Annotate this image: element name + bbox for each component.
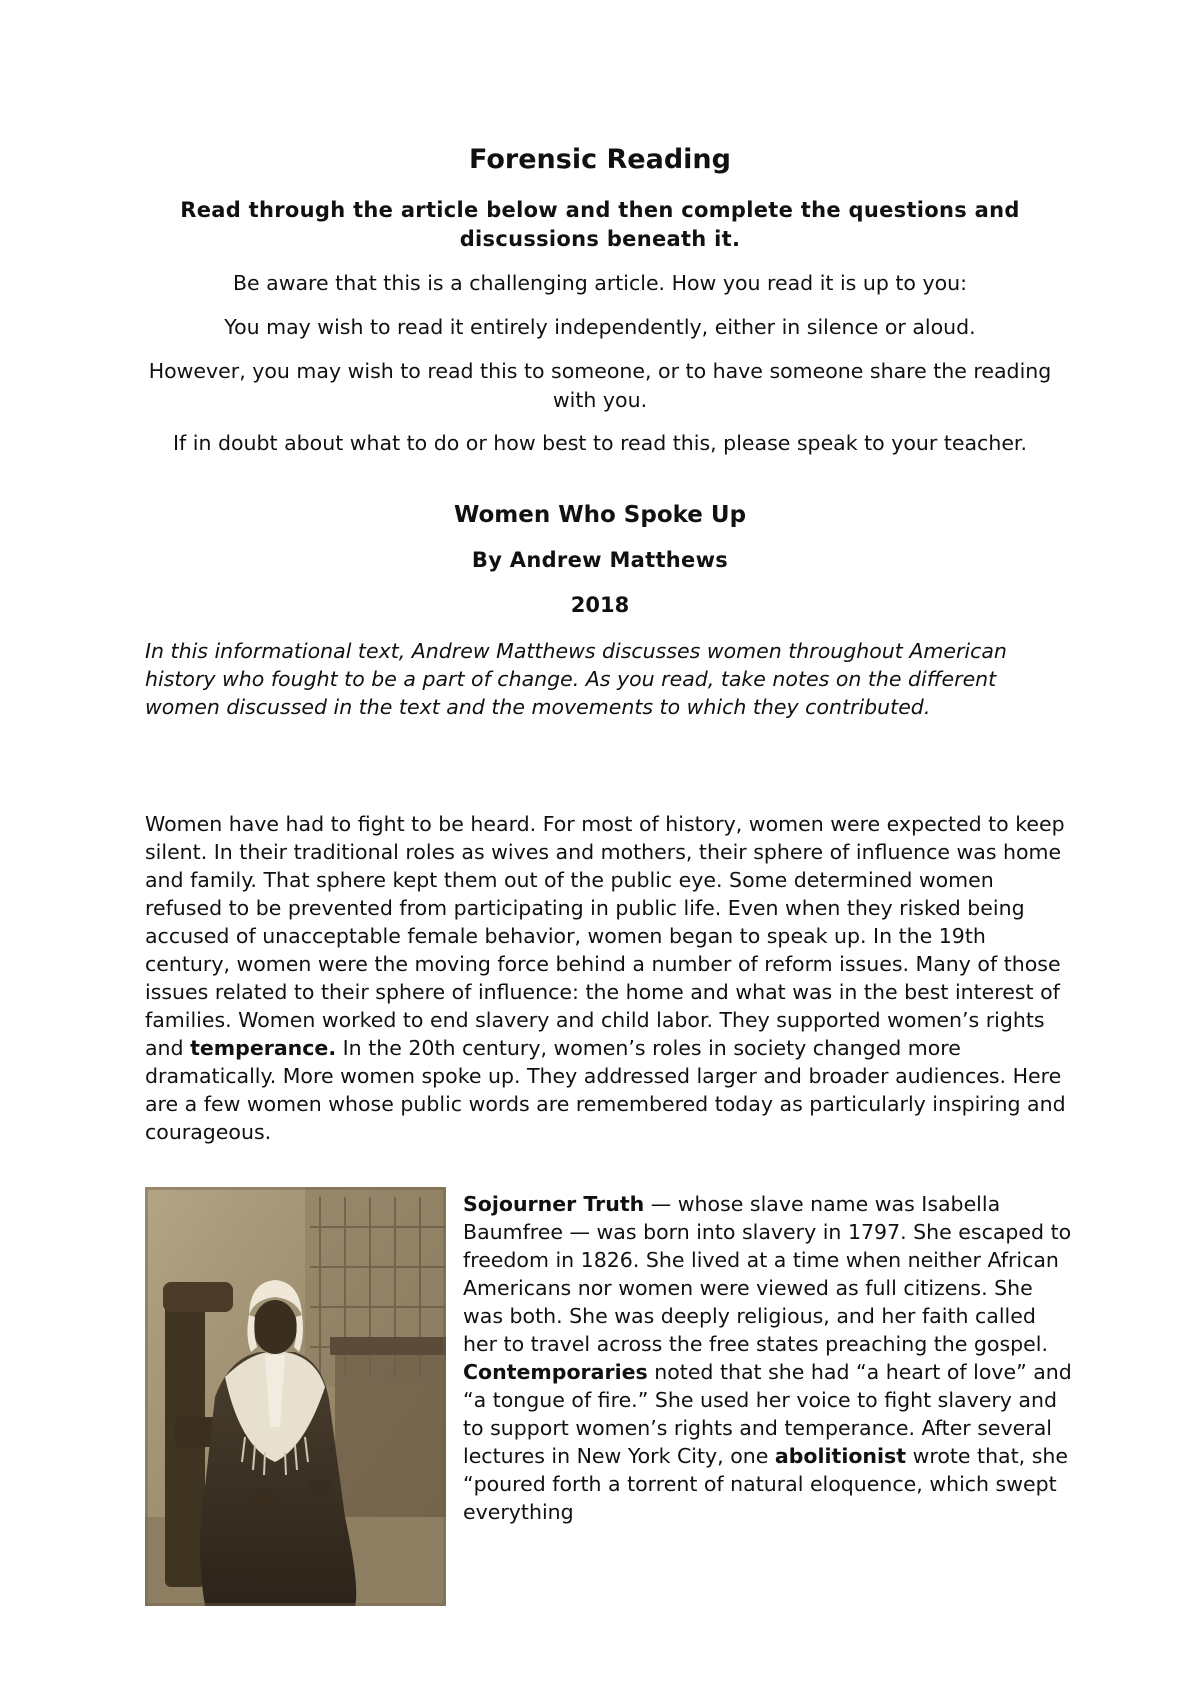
paragraph-text: — whose slave name was Isabella Baumfree — was born into slavery in 1797. She escaped to freedom in 1826. She lived at a time when neither African Americans nor women were viewed as full citizens. She was both. She was deeply religious, and her faith called her to travel across the free states preaching the gospel. (463, 1192, 1072, 1356)
paragraph-text: In the 20th century, women’s roles in society changed more dramatically. More women spoke up. They addressed larger and broader audiences. Here are a few women whose public words are remembered today as particularly inspiring and courageous. (145, 1036, 1066, 1144)
paragraph-text: noted that she had “a heart of love” and “a tongue of fire.” She used her voice to fight slavery and to support women’s rights and temperance. After several lectures in New York City, one (463, 1360, 1072, 1468)
article-intro: In this informational text, Andrew Matthews discusses women throughout American history who fought to be a part of change. As you read, take notes on the different women discussed in the text and the movements to which they contributed. (145, 639, 1007, 719)
article-paragraph (145, 810, 1075, 1146)
article-title: Women Who Spoke Up (453, 502, 747, 528)
instruction-line: You may wish to read it entirely independently, either in silence or aloud. (224, 315, 976, 339)
paragraph-text: Women have had to fight to be heard. For most of history, women were expected to keep silent. In their traditional roles as wives and mothers, their sphere of influence was home and family. That sphere kept them out of the public eye. Some determined women refused to be prevented from participating in public life. Even when they risked being accused of unacceptable female behavior, women began to speak up. In the 19th century, women were the moving force behind a number of reform issues. Many of those issues related to their sphere of influence: the home and what was in the best interest of families. Women worked to end slavery and child labor. They supported women’s rights and (145, 812, 1065, 1060)
article-paragraph (463, 1190, 1073, 1526)
article-year: 2018 (570, 593, 630, 617)
instruction-line: Be aware that this is a challenging article. How you read it is up to you: (232, 271, 968, 295)
paragraph-text: wrote that, she “poured forth a torrent of natural eloquence, which swept everything (463, 1444, 1068, 1524)
vocab-term: temperance. (190, 1036, 337, 1060)
vocab-term: Contemporaries (463, 1360, 648, 1384)
instruction-bold: Read through the article below and then complete the questions and discussions beneath it. (180, 198, 1020, 251)
article-byline: By Andrew Matthews (471, 548, 729, 572)
sojourner-truth-photo (145, 1187, 446, 1606)
vocab-term: abolitionist (774, 1444, 907, 1468)
instruction-line: If in doubt about what to do or how best to read this, please speak to your teacher. (173, 431, 1027, 455)
instruction-line: However, you may wish to read this to someone, or to have someone share the reading with you. (148, 359, 1052, 412)
page-title: Forensic Reading (469, 144, 731, 175)
person-name: Sojourner Truth (463, 1192, 645, 1216)
